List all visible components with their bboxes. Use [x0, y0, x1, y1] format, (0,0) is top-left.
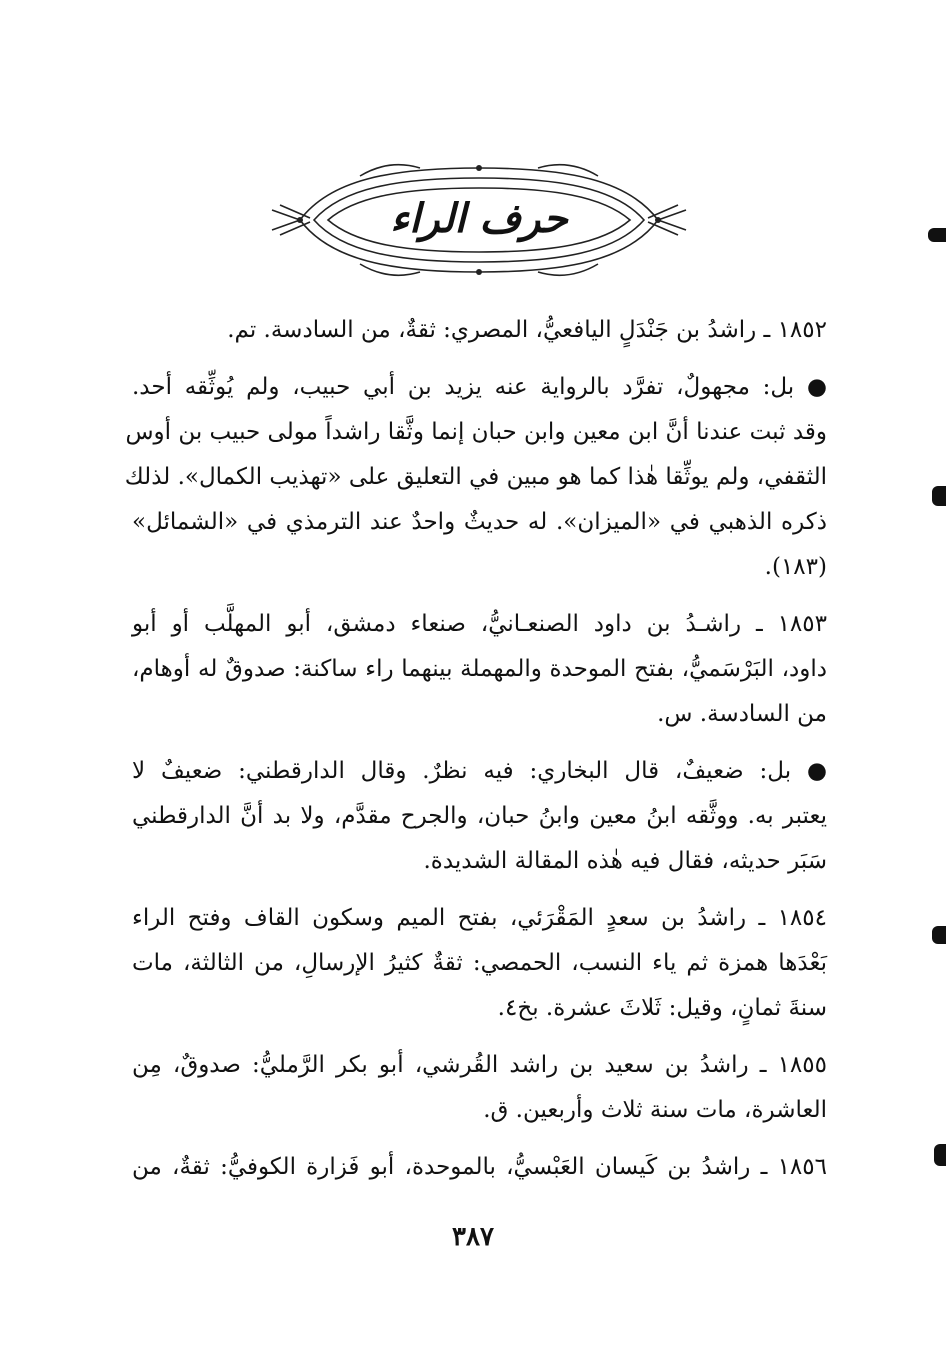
text-line: العاشرة، مات سنة ثلاث وأربعين. ق. [483, 1097, 827, 1123]
page-body [124, 308, 827, 1202]
text-line: الثقفي، ولم يوثِّقا هٰذا كما هو مبين في التعليق على «تهذيب الكمال». لذلك [124, 464, 827, 490]
text-line: سَبَر حديثه، فقال فيه هٰذه المقالة الشديدة. [423, 848, 827, 874]
entry-1854 [132, 896, 827, 1031]
text-line: داود، البَرْسَميُّ، بفتح الموحدة والمهملة بينهما راء ساكنة: صدوقٌ له أوهام، [132, 656, 827, 682]
text-line: يعتبر به. ووثَّقه ابنُ معين وابنُ حبان، والجرح مقدَّم، ولا بد أنَّ الدارقطني [132, 803, 827, 829]
text-line: ١٨٥٤ ـ راشدُ بن سعدٍ المَقْرَئي، بفتح الميم وسكون القاف وفتح الراء [132, 905, 827, 931]
commentary-1852 [124, 365, 827, 590]
edge-mark [934, 1144, 946, 1166]
text-line: ● بل: ضعيفٌ، قال البخاري: فيه نظرٌ. وقال الدارقطني: ضعيفٌ لا [132, 758, 827, 784]
text-line: من السادسة. س. [657, 701, 827, 727]
text-line: سنةَ ثمانٍ، وقيل: ثَلاثَ عشرة. بخ٤. [497, 995, 827, 1021]
edge-mark [932, 486, 946, 506]
text-line: ● بل: مجهولٌ، تفرَّد بالرواية عنه يزيد بن أبي حبيب، ولم يُوثِّقه أحد. [132, 374, 827, 400]
entry-1853 [132, 602, 827, 737]
entry-1852 [132, 308, 827, 353]
text-line: ١٨٥٢ ـ راشدُ بن جَنْدَلٍ اليافعيُّ، المصري: ثقةٌ، من السادسة. تم. [227, 317, 827, 343]
text-line: وقد ثبت عندنا أنَّ ابن معين وابن حبان إنما وثَّقا راشداً مولى حبيب بن أوس [125, 419, 827, 445]
page-number: ٣٨٧ [452, 1222, 494, 1252]
entry-1855 [132, 1043, 827, 1133]
entry-1856 [132, 1145, 827, 1190]
text-line: ذكره الذهبي في «الميزان». له حديثٌ واحدٌ عند الترمذي في «الشمائل» [132, 509, 827, 535]
text-line: (١٨٣). [764, 554, 827, 580]
text-line: ١٨٥٣ ـ راشـدُ بن داود الصنعـانيُّ، صنعاء دمشق، أبو المهلَّب أو أبو [132, 611, 827, 637]
chapter-title: حرف الراء [390, 194, 568, 242]
text-line: ١٨٥٦ ـ راشدُ بن كَيسان العَبْسيُّ، بالموحدة، أبو فَزارة الكوفيُّ: ثقةٌ، من [132, 1154, 827, 1180]
commentary-1853 [132, 749, 827, 884]
text-line: ١٨٥٥ ـ راشدُ بن سعيد بن راشد القُرشي، أبو بكر الرَّمليُّ: صدوقٌ، مِن [132, 1052, 827, 1078]
edge-mark [928, 228, 946, 242]
text-line: بَعْدَها همزة ثم ياء النسب، الحمصي: ثقةٌ كثيرُ الإرسالِ، من الثالثة، مات [132, 950, 827, 976]
edge-mark [932, 926, 946, 944]
